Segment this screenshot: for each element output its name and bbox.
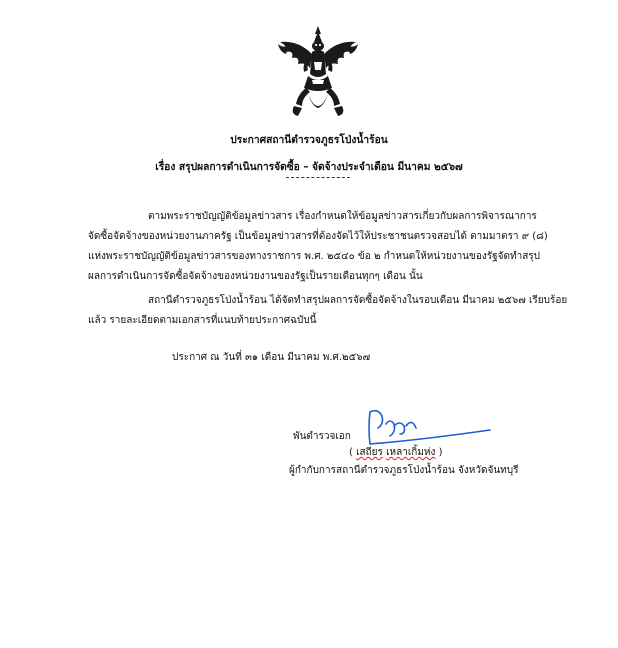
name-open-paren: ( [349, 447, 353, 458]
announcement-subject: เรื่อง สรุปผลการดำเนินการจัดซื้อ – จัดจ้างประจำเดือน มีนาคม ๒๕๖๗ [155, 161, 463, 173]
paragraph-2-line-2: แล้ว รายละเอียดตามเอกสารที่แนบท้ายประกาศฉบับนี้ [88, 315, 317, 326]
signer-last-name: เหลาเกิ้มห่ง [386, 447, 436, 458]
signer-first-name: เสถียร [356, 447, 383, 458]
paragraph-1-line-1: ตามพระราชบัญญัติข้อมูลข่าวสาร เรื่องกำหนดให้ข้อมูลข่าวสารเกี่ยวกับผลการพิจารณาการ [148, 211, 537, 222]
signer-rank: พันตำรวจเอก [293, 431, 351, 442]
paragraph-1-line-3: แห่งพระราชบัญญัติข้อมูลข่าวสารของทางราชการ พ.ศ. ๒๕๔๐ ข้อ ๒ กำหนดให้หน่วยงานของรัฐจัดทำสรุป [88, 251, 541, 262]
announcement-title: ประกาศสถานีตำรวจภูธรโป่งน้ำร้อน [230, 134, 388, 146]
name-close-paren: ) [438, 447, 443, 458]
signer-name [349, 446, 442, 460]
paragraph-1-line-4: ผลการดำเนินการจัดซื้อจัดจ้างของหน่วยงานของรัฐเป็นรายเดือนทุกๆ เดือน นั้น [88, 271, 423, 282]
signer-position: ผู้กำกับการสถานีตำรวจภูธรโป่งน้ำร้อน จังหวัดจันทบุรี [289, 465, 519, 476]
title-divider [286, 177, 350, 178]
announcement-date: ประกาศ ณ วันที่ ๓๑ เดือน มีนาคม พ.ศ.๒๕๖๗ [172, 352, 371, 363]
paragraph-1-line-2: จัดซื้อจัดจ้างของหน่วยงานภาครัฐ เป็นข้อมูลข่าวสารที่ต้องจัดไว้ให้ประชาชนตรวจสอบได้ ตามมาตรา ๙ (๘) [88, 231, 548, 242]
garuda-emblem-icon [268, 22, 368, 122]
paragraph-2-line-1: สถานีตำรวจภูธรโป่งน้ำร้อน ได้จัดทำสรุปผลการจัดซื้อจัดจ้างในรอบเดือน มีนาคม ๒๕๖๗ เรียบร้อย [148, 295, 568, 306]
